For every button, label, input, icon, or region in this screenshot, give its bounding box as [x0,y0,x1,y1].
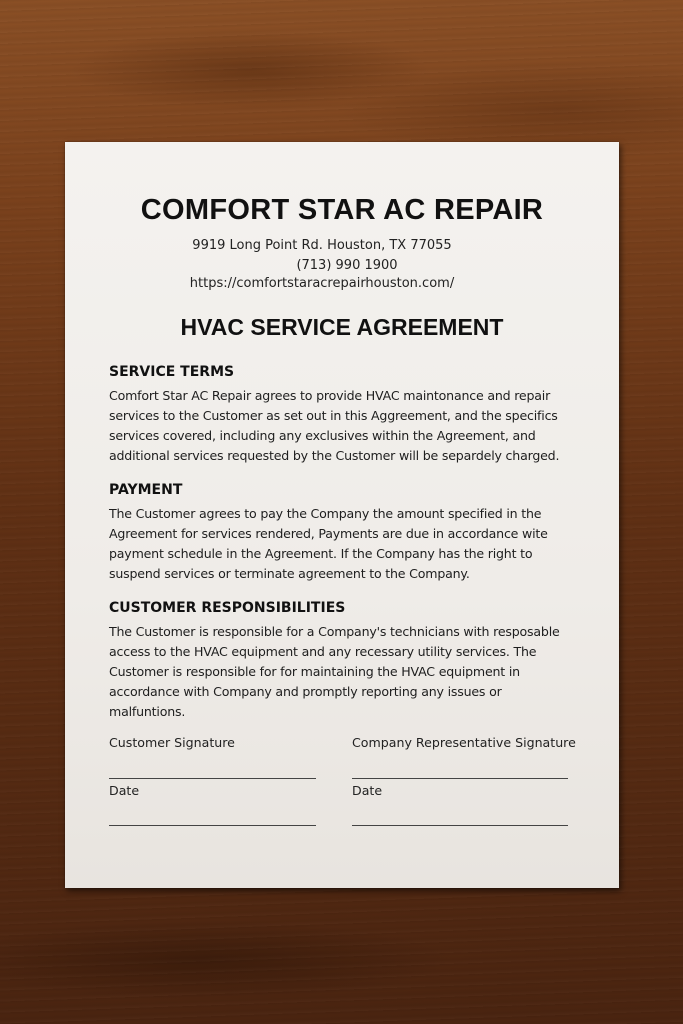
company-signature-label: Company Representative Signature [352,735,576,750]
section-body: The Customer is responsible for a Company's technicians with resposable access to the HVAC equipment and any recessary utility services. The Customer is responsible for for maintaining the HVAC equipment in accordance with Company and promptly reporting any issues or malfuntions. [109,624,560,719]
company-phone: (713) 990 1900 [296,258,398,273]
agreement-paper [65,142,619,888]
section-payment [109,482,579,584]
company-name: COMFORT STAR AC REPAIR [140,194,544,226]
customer-date-label: Date [109,783,140,798]
company-website: https://comfortstaracrepairhouston.com/ [189,276,455,291]
company-signature-line[interactable] [352,778,568,779]
company-date-label: Date [352,783,383,798]
customer-signature-line[interactable] [109,778,316,779]
company-address: 9919 Long Point Rd. Houston, TX 77055 [192,238,452,253]
section-body: Comfort Star AC Repair agrees to provide HVAC maintonance and repair services to the Customer as set out in this Aggreement, and the specifics services covered, including any exclusives within the Agreement, and additional services requested by the Customer will be separdely charged. [109,388,560,463]
section-service-terms [109,364,579,466]
company-date-line[interactable] [352,825,568,826]
section-heading: PAYMENT [109,482,183,498]
customer-signature-label: Customer Signature [109,735,235,750]
section-customer-responsibilities [109,600,579,722]
customer-date-line[interactable] [109,825,316,826]
section-heading: CUSTOMER RESPONSIBILITIES [109,600,346,616]
document-title: HVAC SERVICE AGREEMENT [180,314,504,340]
section-body: The Customer agrees to pay the Company the amount specified in the Agreement for services rendered, Payments are due in accordance wite payment schedule in the Agreement. If the Company has the right to suspend services or terminate agreement to the Company. [109,506,548,581]
section-heading: SERVICE TERMS [109,364,235,380]
